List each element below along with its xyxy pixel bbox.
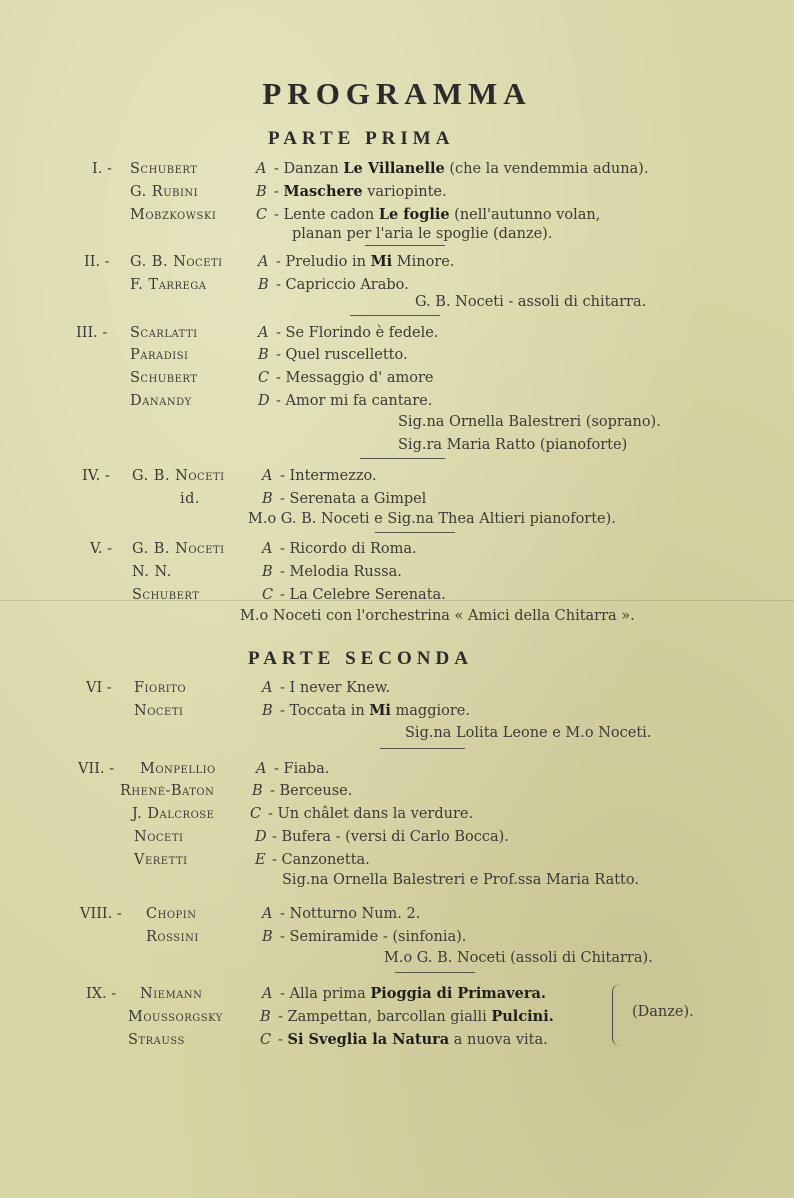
item-letter: C [262,587,274,603]
piece-title: - Melodia Russa. [280,564,402,580]
composer-name: Rhené-Baton [120,783,215,799]
item-letter: A [262,541,273,557]
performer-credit: M.o Noceti con l'orchestrina « Amici della Chitarra ». [240,608,635,624]
piece-title: - Un châlet dans la verdure. [268,806,474,822]
piece-title: - Canzonetta. [272,852,370,868]
piece-title: - Si Sveglia la Natura a nuova vita. [278,1031,548,1048]
composer-name: Moussorgsky [128,1009,223,1025]
composer-name: F. Tarrega [130,277,207,293]
divider [395,972,475,973]
piece-title: - Alla prima Pioggia di Primavera. [280,985,546,1002]
page-title: PROGRAMMA [262,76,532,111]
section-number: VII. - [78,761,115,777]
section-number: III. - [76,325,108,341]
composer-name: Noceti [134,829,184,845]
section-number: I. - [92,161,112,177]
item-letter: A [262,986,273,1002]
piece-title-continuation: planan per l'aria le spoglie (danze). [292,226,553,242]
item-letter: B [262,929,273,945]
piece-title: - Maschere variopinte. [274,183,447,200]
section-heading-part-one: PARTE PRIMA [268,128,455,149]
composer-name: Rossini [146,929,199,945]
piece-title: - Serenata a Gimpel [280,491,427,507]
piece-title: - Amor mi fa cantare. [276,393,433,409]
item-letter: C [250,806,262,822]
composer-name: Veretti [134,852,188,868]
performer-credit: Sig.ra Maria Ratto (pianoforte) [398,437,628,453]
piece-title: - Fiaba. [274,761,330,777]
item-letter: C [258,370,270,386]
item-letter: C [260,1032,272,1048]
composer-name: Chopin [146,906,197,922]
brace-label: (Danze). [632,1004,694,1020]
composer-name: Scarlatti [130,325,198,341]
item-letter: B [260,1009,271,1025]
item-letter: B [258,347,269,363]
section-number: IV. - [82,468,110,484]
piece-title: - La Celebre Serenata. [280,587,446,603]
piece-title: - Quel ruscelletto. [276,347,408,363]
composer-name: Strauss [128,1032,185,1048]
composer-name: Noceti [134,703,184,719]
composer-name: G. Rubini [130,184,199,200]
performer-credit: Sig.na Ornella Balestreri (soprano). [398,414,661,430]
item-letter: C [256,207,268,223]
section-number: VI - [86,680,112,696]
item-letter: A [256,761,267,777]
performer-credit: G. B. Noceti - assoli di chitarra. [415,294,647,310]
performer-credit: Sig.na Lolita Leone e M.o Noceti. [405,725,652,741]
piece-title: - Berceuse. [270,783,353,799]
composer-name: Schubert [130,370,198,386]
piece-title: - Notturno Num. 2. [280,906,421,922]
item-letter: D [255,829,267,845]
item-letter: B [252,783,263,799]
performer-credit: M.o G. B. Noceti e Sig.na Thea Altieri pianoforte). [248,511,616,527]
item-letter: A [258,254,269,270]
piece-title: - Capriccio Arabo. [276,277,409,293]
item-letter: A [258,325,269,341]
composer-name: Niemann [140,986,203,1002]
composer-name: G. B. Noceti [132,541,225,557]
performer-credit: Sig.na Ornella Balestreri e Prof.ssa Maria Ratto. [282,872,639,888]
composer-name: Mobzkowski [130,207,217,223]
piece-title: - I never Knew. [280,680,391,696]
brace-bracket [612,984,625,1046]
section-heading-part-two: PARTE SECONDA [248,648,473,669]
piece-title: - Se Florindo è fedele. [276,325,439,341]
piece-title: - Lente cadon Le foglie (nell'autunno volan, [274,206,601,223]
composer-name: N. N. [132,564,172,580]
item-letter: B [256,184,267,200]
item-letter: A [262,680,273,696]
composer-name: G. B. Noceti [132,468,225,484]
piece-title: - Bufera - (versi di Carlo Bocca). [272,829,509,845]
section-number: IX. - [86,986,117,1002]
piece-title: - Intermezzo. [280,468,377,484]
divider [380,748,465,749]
item-letter: D [258,393,270,409]
piece-title: - Zampettan, barcollan gialli Pulcini. [278,1008,554,1025]
piece-title: - Semiramide - (sinfonia). [280,929,467,945]
composer-name: Fiorito [134,680,187,696]
section-number: V. - [90,541,113,557]
item-letter: B [258,277,269,293]
composer-name: G. B. Noceti [130,254,223,270]
composer-name: Danandy [130,393,192,409]
item-letter: A [262,906,273,922]
composer-name: id. [180,491,201,507]
item-letter: E [255,852,266,868]
divider [375,532,455,533]
composer-name: Schubert [132,587,200,603]
section-number: II. - [84,254,110,270]
item-letter: B [262,564,273,580]
piece-title: - Ricordo di Roma. [280,541,417,557]
piece-title: - Toccata in Mi maggiore. [280,702,470,719]
section-number: VIII. - [80,906,122,922]
item-letter: A [256,161,267,177]
piece-title: - Danzan Le Villanelle (che la vendemmia aduna). [274,160,649,177]
composer-name: J. Dalcrose [132,806,215,822]
composer-name: Monpellio [140,761,216,777]
item-letter: B [262,703,273,719]
item-letter: B [262,491,273,507]
item-letter: A [262,468,273,484]
composer-name: Paradisi [130,347,189,363]
performer-credit: M.o G. B. Noceti (assoli di Chitarra). [384,950,653,966]
divider [350,315,440,316]
divider [365,245,445,246]
divider [360,458,445,459]
piece-title: - Preludio in Mi Minore. [276,253,455,270]
piece-title: - Messaggio d' amore [276,370,434,386]
composer-name: Schubert [130,161,198,177]
